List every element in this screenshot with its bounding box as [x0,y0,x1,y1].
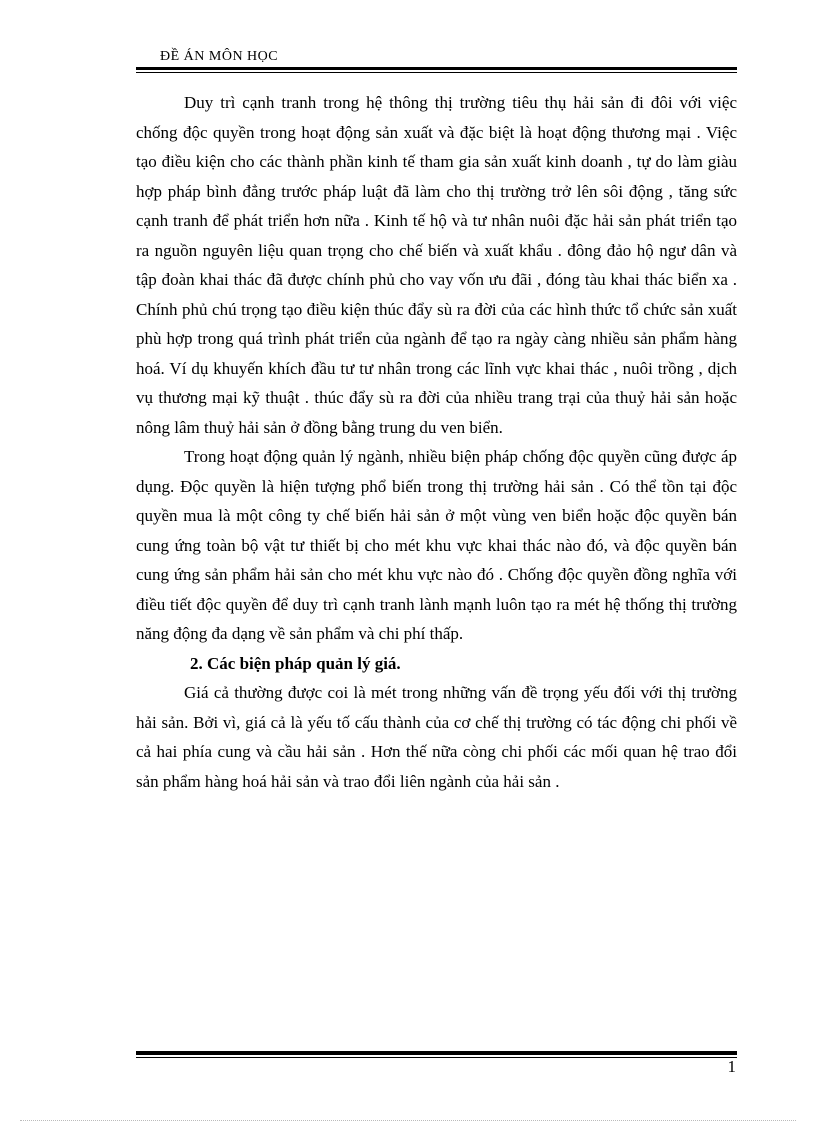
page-break-line [20,1120,796,1121]
document-body [136,88,737,796]
footer-rule-thick [136,1051,737,1055]
section-paragraph: Giá cả thường được coi là mét trong những vấn đề trọng yếu đối với thị trường hải sản. Bởi vì, giá cả là yếu tố cấu thành của cơ chế thị trường có tác động chi phối về cả hai phía cung và cầu hải sản . Hơn thế nữa còng chi phối các mối quan hệ trao đổi sản phẩm hàng hoá hải sản và trao đổi liên ngành của hải sản . [136,683,737,791]
header-rule-thin [136,72,737,73]
footer-rule-thin [136,1057,737,1058]
page-number: 1 [727,1057,736,1076]
body-paragraph: Duy trì cạnh tranh trong hệ thông thị trường tiêu thụ hải sản đi đôi với việc chống độc quyền trong hoạt động sản xuất và đặc biệt là hoạt động thương mại . Việc tạo điều kiện cho các thành phần kinh tế tham gia sản xuất kinh doanh , tự do làm giàu hợp pháp bình đẳng trước pháp luật đã làm cho thị trường trở lên sôi động , tăng sức cạnh tranh để phát triển hơn nữa . Kinh tế hộ và tư nhân nuôi đặc hải sản phát triển tạo ra nguồn nguyên liệu quan trọng cho chế biến và xuất khẩu . đông đảo hộ ngư dân và tập đoàn khai thác đã được chính phủ cho vay vốn ưu đãi , đóng tàu khai thác biển xa . Chính phủ chú trọng tạo điều kiện thúc đẩy sù ra đời của các hình thức tổ chức sản xuất phù hợp trong quá trình phát triển của ngành để tạo ra ngày càng nhiều sản phẩm hàng hoá. Ví dụ khuyến khích đầu tư tư nhân trong các lĩnh vực khai thác , nuôi trồng , dịch vụ thương mại kỹ thuật . thúc đẩy sù ra đời của nhiều trang trại của thuỷ hải sản hoặc nông lâm thuỷ hải sản ở đồng bằng trung du ven biển. [136,93,737,437]
header-rule-thick [136,67,737,70]
body-paragraph: Trong hoạt động quản lý ngành, nhiều biện pháp chống độc quyền cũng được áp dụng. Độc quyền là hiện tượng phổ biến trong thị trường hải sản . Có thể tồn tại độc quyền mua là một công ty chế biến hải sản ở một vùng ven biển hoặc độc quyền bán cung ứng toàn bộ vật tư thiết bị cho mét khu vực khai thác nào đó, và độc quyền bán cung ứng sản phẩm hải sản cho mét khu vực nào đó . Chống độc quyền đồng nghĩa với điều tiết độc quyền để duy trì cạnh tranh lành mạnh luôn tạo ra mét hệ thống thị trường năng động đa dạng về sản phẩm và chi phí thấp. [136,447,737,643]
document-header-title: ĐỀ ÁN MÔN HỌC [160,49,279,64]
section-heading: 2. Các biện pháp quản lý giá. [190,653,401,673]
